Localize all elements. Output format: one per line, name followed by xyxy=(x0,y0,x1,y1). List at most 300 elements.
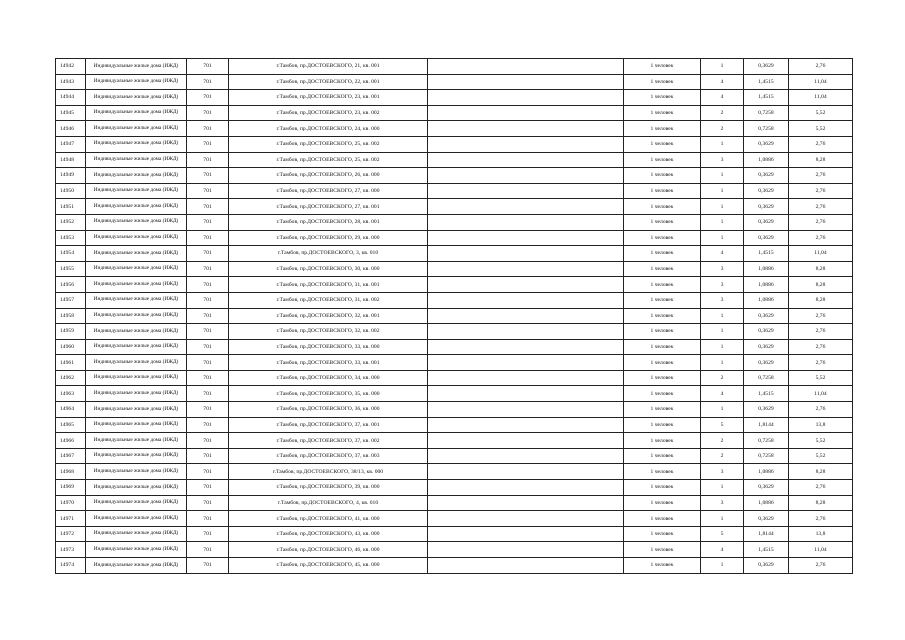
cell-coef: 0,3629 xyxy=(744,308,789,324)
cell-type: Индивидуальные жилые дома (ИЖД) xyxy=(86,464,187,480)
cell-qty: 2 xyxy=(701,433,744,449)
cell-qty: 2 xyxy=(701,370,744,386)
cell-id: 14953 xyxy=(56,230,86,246)
cell-type: Индивидуальные жилые дома (ИЖД) xyxy=(86,386,187,402)
cell-note xyxy=(428,292,624,308)
cell-type: Индивидуальные жилые дома (ИЖД) xyxy=(86,526,187,542)
cell-amount: 8,28 xyxy=(789,261,853,277)
cell-unit: 1 человек xyxy=(624,558,701,574)
cell-note xyxy=(428,183,624,199)
cell-amount: 2,76 xyxy=(789,324,853,340)
cell-amount: 11,04 xyxy=(789,74,853,90)
cell-amount: 5,52 xyxy=(789,448,853,464)
table-row xyxy=(56,511,853,527)
table-row xyxy=(56,526,853,542)
cell-address: г.Тамбов, пр.ДОСТОЕВСКОГО, 32, кв. 001 xyxy=(229,308,428,324)
cell-type: Индивидуальные жилые дома (ИЖД) xyxy=(86,90,187,106)
cell-id: 14961 xyxy=(56,355,86,371)
cell-coef: 1,4515 xyxy=(744,246,789,262)
cell-code: 701 xyxy=(187,542,229,558)
cell-qty: 4 xyxy=(701,74,744,90)
cell-address: г.Тамбов, пр.ДОСТОЕВСКОГО, 36, кв. 000 xyxy=(229,402,428,418)
cell-type: Индивидуальные жилые дома (ИЖД) xyxy=(86,199,187,215)
cell-address: г.Тамбов, пр.ДОСТОЕВСКОГО, 37, кв. 002 xyxy=(229,433,428,449)
cell-unit: 1 человек xyxy=(624,355,701,371)
cell-qty: 1 xyxy=(701,59,744,75)
cell-type: Индивидуальные жилые дома (ИЖД) xyxy=(86,402,187,418)
cell-amount: 2,76 xyxy=(789,136,853,152)
cell-type: Индивидуальные жилые дома (ИЖД) xyxy=(86,136,187,152)
cell-code: 701 xyxy=(187,308,229,324)
cell-id: 14945 xyxy=(56,105,86,121)
table-row xyxy=(56,74,853,90)
cell-note xyxy=(428,526,624,542)
cell-amount: 2,76 xyxy=(789,558,853,574)
cell-qty: 3 xyxy=(701,277,744,293)
cell-amount: 5,52 xyxy=(789,121,853,137)
table-row xyxy=(56,495,853,511)
cell-unit: 1 человек xyxy=(624,183,701,199)
cell-qty: 2 xyxy=(701,448,744,464)
cell-unit: 1 человек xyxy=(624,214,701,230)
cell-note xyxy=(428,230,624,246)
table-row xyxy=(56,136,853,152)
cell-note xyxy=(428,199,624,215)
cell-note xyxy=(428,542,624,558)
table-row xyxy=(56,324,853,340)
table-row xyxy=(56,417,853,433)
cell-type: Индивидуальные жилые дома (ИЖД) xyxy=(86,246,187,262)
cell-address: г.Тамбов, пр.ДОСТОЕВСКОГО, 24, кв. 000 xyxy=(229,121,428,137)
cell-amount: 5,52 xyxy=(789,370,853,386)
cell-qty: 3 xyxy=(701,464,744,480)
cell-id: 14969 xyxy=(56,480,86,496)
cell-id: 14962 xyxy=(56,370,86,386)
cell-amount: 2,76 xyxy=(789,214,853,230)
cell-amount: 2,76 xyxy=(789,183,853,199)
cell-unit: 1 человек xyxy=(624,433,701,449)
cell-amount: 8,28 xyxy=(789,464,853,480)
cell-type: Индивидуальные жилые дома (ИЖД) xyxy=(86,370,187,386)
cell-id: 14954 xyxy=(56,246,86,262)
cell-address: г.Тамбов, пр.ДОСТОЕВСКОГО, 39, кв. 000 xyxy=(229,480,428,496)
cell-unit: 1 человек xyxy=(624,292,701,308)
cell-id: 14943 xyxy=(56,74,86,90)
cell-type: Индивидуальные жилые дома (ИЖД) xyxy=(86,542,187,558)
cell-address: г.Тамбов, пр.ДОСТОЕВСКОГО, 38/13, кв. 000 xyxy=(229,464,428,480)
cell-id: 14949 xyxy=(56,168,86,184)
table-row xyxy=(56,339,853,355)
cell-coef: 0,7258 xyxy=(744,448,789,464)
cell-unit: 1 человек xyxy=(624,152,701,168)
cell-code: 701 xyxy=(187,199,229,215)
cell-address: г.Тамбов, пр.ДОСТОЕВСКОГО, 31, кв. 001 xyxy=(229,277,428,293)
cell-code: 701 xyxy=(187,59,229,75)
cell-qty: 3 xyxy=(701,261,744,277)
cell-unit: 1 человек xyxy=(624,480,701,496)
cell-note xyxy=(428,277,624,293)
cell-type: Индивидуальные жилые дома (ИЖД) xyxy=(86,308,187,324)
cell-coef: 1,8144 xyxy=(744,417,789,433)
table-row xyxy=(56,183,853,199)
cell-coef: 1,8144 xyxy=(744,526,789,542)
cell-address: г.Тамбов, пр.ДОСТОЕВСКОГО, 29, кв. 000 xyxy=(229,230,428,246)
cell-type: Индивидуальные жилые дома (ИЖД) xyxy=(86,355,187,371)
cell-note xyxy=(428,433,624,449)
cell-coef: 0,3629 xyxy=(744,199,789,215)
cell-id: 14967 xyxy=(56,448,86,464)
cell-address: г.Тамбов, пр.ДОСТОЕВСКОГО, 4, кв. 010 xyxy=(229,495,428,511)
cell-id: 14972 xyxy=(56,526,86,542)
cell-amount: 2,76 xyxy=(789,511,853,527)
data-table xyxy=(55,58,853,574)
cell-qty: 4 xyxy=(701,542,744,558)
cell-id: 14973 xyxy=(56,542,86,558)
cell-id: 14965 xyxy=(56,417,86,433)
cell-code: 701 xyxy=(187,402,229,418)
cell-unit: 1 человек xyxy=(624,324,701,340)
table-row xyxy=(56,308,853,324)
cell-coef: 1,0886 xyxy=(744,277,789,293)
cell-unit: 1 человек xyxy=(624,230,701,246)
cell-note xyxy=(428,370,624,386)
cell-amount: 11,04 xyxy=(789,386,853,402)
cell-address: г.Тамбов, пр.ДОСТОЕВСКОГО, 33, кв. 001 xyxy=(229,355,428,371)
table-row xyxy=(56,402,853,418)
cell-address: г.Тамбов, пр.ДОСТОЕВСКОГО, 28, кв. 001 xyxy=(229,214,428,230)
cell-qty: 1 xyxy=(701,230,744,246)
cell-address: г.Тамбов, пр.ДОСТОЕВСКОГО, 37, кв. 001 xyxy=(229,417,428,433)
cell-address: г.Тамбов, пр.ДОСТОЕВСКОГО, 31, кв. 002 xyxy=(229,292,428,308)
cell-code: 701 xyxy=(187,495,229,511)
cell-type: Индивидуальные жилые дома (ИЖД) xyxy=(86,59,187,75)
cell-amount: 2,76 xyxy=(789,480,853,496)
cell-code: 701 xyxy=(187,417,229,433)
cell-code: 701 xyxy=(187,261,229,277)
cell-id: 14963 xyxy=(56,386,86,402)
cell-amount: 8,28 xyxy=(789,152,853,168)
cell-coef: 0,3629 xyxy=(744,168,789,184)
cell-amount: 2,76 xyxy=(789,199,853,215)
cell-amount: 2,76 xyxy=(789,59,853,75)
cell-amount: 11,04 xyxy=(789,90,853,106)
table-row xyxy=(56,121,853,137)
table-row xyxy=(56,230,853,246)
cell-address: г.Тамбов, пр.ДОСТОЕВСКОГО, 27, кв. 000 xyxy=(229,183,428,199)
cell-amount: 8,28 xyxy=(789,277,853,293)
cell-qty: 2 xyxy=(701,105,744,121)
cell-type: Индивидуальные жилые дома (ИЖД) xyxy=(86,448,187,464)
cell-unit: 1 человек xyxy=(624,105,701,121)
cell-coef: 0,3629 xyxy=(744,480,789,496)
cell-coef: 0,7258 xyxy=(744,105,789,121)
cell-amount: 5,52 xyxy=(789,433,853,449)
cell-note xyxy=(428,136,624,152)
cell-coef: 1,0886 xyxy=(744,152,789,168)
cell-unit: 1 человек xyxy=(624,542,701,558)
cell-address: г.Тамбов, пр.ДОСТОЕВСКОГО, 22, кв. 001 xyxy=(229,74,428,90)
cell-code: 701 xyxy=(187,355,229,371)
cell-note xyxy=(428,121,624,137)
cell-coef: 1,4515 xyxy=(744,90,789,106)
cell-type: Индивидуальные жилые дома (ИЖД) xyxy=(86,495,187,511)
cell-qty: 1 xyxy=(701,558,744,574)
cell-unit: 1 человек xyxy=(624,121,701,137)
cell-coef: 1,4515 xyxy=(744,74,789,90)
cell-id: 14968 xyxy=(56,464,86,480)
cell-coef: 0,3629 xyxy=(744,230,789,246)
cell-coef: 0,3629 xyxy=(744,511,789,527)
cell-unit: 1 человек xyxy=(624,495,701,511)
cell-code: 701 xyxy=(187,433,229,449)
cell-qty: 4 xyxy=(701,90,744,106)
cell-qty: 1 xyxy=(701,168,744,184)
cell-type: Индивидуальные жилые дома (ИЖД) xyxy=(86,74,187,90)
cell-address: г.Тамбов, пр.ДОСТОЕВСКОГО, 33, кв. 000 xyxy=(229,339,428,355)
cell-qty: 1 xyxy=(701,480,744,496)
cell-id: 14966 xyxy=(56,433,86,449)
table-row xyxy=(56,246,853,262)
cell-address: г.Тамбов, пр.ДОСТОЕВСКОГО, 23, кв. 002 xyxy=(229,105,428,121)
cell-id: 14964 xyxy=(56,402,86,418)
cell-unit: 1 человек xyxy=(624,464,701,480)
cell-amount: 8,28 xyxy=(789,292,853,308)
cell-type: Индивидуальные жилые дома (ИЖД) xyxy=(86,511,187,527)
cell-id: 14959 xyxy=(56,324,86,340)
cell-note xyxy=(428,246,624,262)
cell-qty: 1 xyxy=(701,339,744,355)
cell-qty: 1 xyxy=(701,402,744,418)
cell-amount: 8,28 xyxy=(789,495,853,511)
cell-note xyxy=(428,480,624,496)
cell-address: г.Тамбов, пр.ДОСТОЕВСКОГО, 46, кв. 000 xyxy=(229,542,428,558)
cell-coef: 0,3629 xyxy=(744,59,789,75)
cell-note xyxy=(428,417,624,433)
cell-address: г.Тамбов, пр.ДОСТОЕВСКОГО, 37, кв. 003 xyxy=(229,448,428,464)
cell-type: Индивидуальные жилые дома (ИЖД) xyxy=(86,324,187,340)
cell-qty: 1 xyxy=(701,136,744,152)
cell-note xyxy=(428,59,624,75)
cell-code: 701 xyxy=(187,183,229,199)
table-row xyxy=(56,168,853,184)
cell-type: Индивидуальные жилые дома (ИЖД) xyxy=(86,214,187,230)
cell-address: г.Тамбов, пр.ДОСТОЕВСКОГО, 27, кв. 001 xyxy=(229,199,428,215)
cell-code: 701 xyxy=(187,558,229,574)
cell-unit: 1 человек xyxy=(624,370,701,386)
table-row xyxy=(56,558,853,574)
cell-amount: 5,52 xyxy=(789,105,853,121)
cell-type: Индивидуальные жилые дома (ИЖД) xyxy=(86,152,187,168)
cell-unit: 1 человек xyxy=(624,417,701,433)
table-row xyxy=(56,433,853,449)
cell-coef: 0,7258 xyxy=(744,370,789,386)
table-row xyxy=(56,261,853,277)
cell-coef: 0,3629 xyxy=(744,402,789,418)
cell-code: 701 xyxy=(187,370,229,386)
cell-unit: 1 человек xyxy=(624,339,701,355)
cell-qty: 4 xyxy=(701,386,744,402)
cell-code: 701 xyxy=(187,339,229,355)
cell-unit: 1 человек xyxy=(624,136,701,152)
cell-address: г.Тамбов, пр.ДОСТОЕВСКОГО, 23, кв. 001 xyxy=(229,90,428,106)
cell-address: г.Тамбов, пр.ДОСТОЕВСКОГО, 25, кв. 002 xyxy=(229,152,428,168)
cell-amount: 11,04 xyxy=(789,246,853,262)
cell-qty: 5 xyxy=(701,526,744,542)
cell-type: Индивидуальные жилые дома (ИЖД) xyxy=(86,261,187,277)
cell-code: 701 xyxy=(187,105,229,121)
cell-unit: 1 человек xyxy=(624,402,701,418)
cell-code: 701 xyxy=(187,121,229,137)
cell-unit: 1 человек xyxy=(624,526,701,542)
cell-note xyxy=(428,402,624,418)
cell-coef: 1,4515 xyxy=(744,386,789,402)
cell-qty: 1 xyxy=(701,511,744,527)
cell-coef: 1,0886 xyxy=(744,292,789,308)
cell-qty: 1 xyxy=(701,355,744,371)
cell-qty: 1 xyxy=(701,199,744,215)
cell-unit: 1 человек xyxy=(624,448,701,464)
cell-qty: 4 xyxy=(701,246,744,262)
cell-type: Индивидуальные жилые дома (ИЖД) xyxy=(86,183,187,199)
cell-coef: 0,3629 xyxy=(744,324,789,340)
table-row xyxy=(56,59,853,75)
cell-amount: 2,76 xyxy=(789,230,853,246)
cell-id: 14956 xyxy=(56,277,86,293)
cell-id: 14955 xyxy=(56,261,86,277)
cell-amount: 2,76 xyxy=(789,355,853,371)
cell-code: 701 xyxy=(187,511,229,527)
cell-type: Индивидуальные жилые дома (ИЖД) xyxy=(86,417,187,433)
cell-note xyxy=(428,152,624,168)
cell-code: 701 xyxy=(187,230,229,246)
cell-note xyxy=(428,386,624,402)
cell-code: 701 xyxy=(187,292,229,308)
cell-note xyxy=(428,355,624,371)
cell-coef: 0,3629 xyxy=(744,183,789,199)
cell-qty: 5 xyxy=(701,417,744,433)
cell-coef: 1,0886 xyxy=(744,464,789,480)
cell-qty: 3 xyxy=(701,152,744,168)
table-row xyxy=(56,277,853,293)
cell-address: г.Тамбов, пр.ДОСТОЕВСКОГО, 21, кв. 001 xyxy=(229,59,428,75)
table-body xyxy=(56,59,853,574)
table-row xyxy=(56,448,853,464)
table-row xyxy=(56,480,853,496)
cell-coef: 0,7258 xyxy=(744,433,789,449)
table-row xyxy=(56,214,853,230)
cell-unit: 1 человек xyxy=(624,246,701,262)
cell-code: 701 xyxy=(187,168,229,184)
cell-type: Индивидуальные жилые дома (ИЖД) xyxy=(86,339,187,355)
cell-type: Индивидуальные жилые дома (ИЖД) xyxy=(86,105,187,121)
cell-qty: 3 xyxy=(701,495,744,511)
cell-address: г.Тамбов, пр.ДОСТОЕВСКОГО, 35, кв. 000 xyxy=(229,386,428,402)
cell-code: 701 xyxy=(187,90,229,106)
table-row xyxy=(56,199,853,215)
cell-id: 14970 xyxy=(56,495,86,511)
cell-coef: 1,4515 xyxy=(744,542,789,558)
cell-note xyxy=(428,495,624,511)
cell-code: 701 xyxy=(187,214,229,230)
cell-type: Индивидуальные жилые дома (ИЖД) xyxy=(86,121,187,137)
table-row xyxy=(56,292,853,308)
table-row xyxy=(56,105,853,121)
cell-note xyxy=(428,214,624,230)
cell-note xyxy=(428,324,624,340)
cell-unit: 1 человек xyxy=(624,90,701,106)
cell-qty: 3 xyxy=(701,292,744,308)
table-row xyxy=(56,464,853,480)
cell-id: 14957 xyxy=(56,292,86,308)
cell-qty: 2 xyxy=(701,121,744,137)
cell-address: г.Тамбов, пр.ДОСТОЕВСКОГО, 32, кв. 002 xyxy=(229,324,428,340)
cell-coef: 0,3629 xyxy=(744,355,789,371)
cell-code: 701 xyxy=(187,526,229,542)
cell-unit: 1 человек xyxy=(624,277,701,293)
cell-address: г.Тамбов, пр.ДОСТОЕВСКОГО, 3, кв. 010 xyxy=(229,246,428,262)
cell-type: Индивидуальные жилые дома (ИЖД) xyxy=(86,230,187,246)
cell-id: 14946 xyxy=(56,121,86,137)
cell-id: 14958 xyxy=(56,308,86,324)
cell-type: Индивидуальные жилые дома (ИЖД) xyxy=(86,292,187,308)
cell-id: 14950 xyxy=(56,183,86,199)
cell-unit: 1 человек xyxy=(624,386,701,402)
cell-address: г.Тамбов, пр.ДОСТОЕВСКОГО, 25, кв. 002 xyxy=(229,136,428,152)
cell-amount: 11,04 xyxy=(789,542,853,558)
cell-type: Индивидуальные жилые дома (ИЖД) xyxy=(86,558,187,574)
table-row xyxy=(56,542,853,558)
cell-qty: 1 xyxy=(701,324,744,340)
cell-unit: 1 человек xyxy=(624,168,701,184)
cell-qty: 1 xyxy=(701,214,744,230)
cell-coef: 0,7258 xyxy=(744,121,789,137)
cell-coef: 1,0886 xyxy=(744,261,789,277)
cell-address: г.Тамбов, пр.ДОСТОЕВСКОГО, 41, кв. 000 xyxy=(229,511,428,527)
cell-code: 701 xyxy=(187,246,229,262)
cell-code: 701 xyxy=(187,480,229,496)
cell-id: 14960 xyxy=(56,339,86,355)
cell-code: 701 xyxy=(187,464,229,480)
cell-note xyxy=(428,558,624,574)
cell-note xyxy=(428,74,624,90)
cell-coef: 1,0886 xyxy=(744,495,789,511)
cell-code: 701 xyxy=(187,386,229,402)
cell-address: г.Тамбов, пр.ДОСТОЕВСКОГО, 43, кв. 000 xyxy=(229,526,428,542)
cell-note xyxy=(428,90,624,106)
cell-note xyxy=(428,448,624,464)
cell-address: г.Тамбов, пр.ДОСТОЕВСКОГО, 30, кв. 000 xyxy=(229,261,428,277)
table-row xyxy=(56,90,853,106)
cell-address: г.Тамбов, пр.ДОСТОЕВСКОГО, 45, кв. 000 xyxy=(229,558,428,574)
cell-id: 14951 xyxy=(56,199,86,215)
cell-amount: 2,76 xyxy=(789,168,853,184)
cell-qty: 1 xyxy=(701,183,744,199)
cell-coef: 0,3629 xyxy=(744,339,789,355)
cell-type: Индивидуальные жилые дома (ИЖД) xyxy=(86,433,187,449)
cell-id: 14948 xyxy=(56,152,86,168)
cell-type: Индивидуальные жилые дома (ИЖД) xyxy=(86,277,187,293)
cell-code: 701 xyxy=(187,152,229,168)
cell-unit: 1 человек xyxy=(624,74,701,90)
table-row xyxy=(56,355,853,371)
cell-id: 14971 xyxy=(56,511,86,527)
cell-id: 14942 xyxy=(56,59,86,75)
cell-type: Индивидуальные жилые дома (ИЖД) xyxy=(86,480,187,496)
cell-type: Индивидуальные жилые дома (ИЖД) xyxy=(86,168,187,184)
cell-note xyxy=(428,105,624,121)
cell-id: 14974 xyxy=(56,558,86,574)
cell-code: 701 xyxy=(187,74,229,90)
